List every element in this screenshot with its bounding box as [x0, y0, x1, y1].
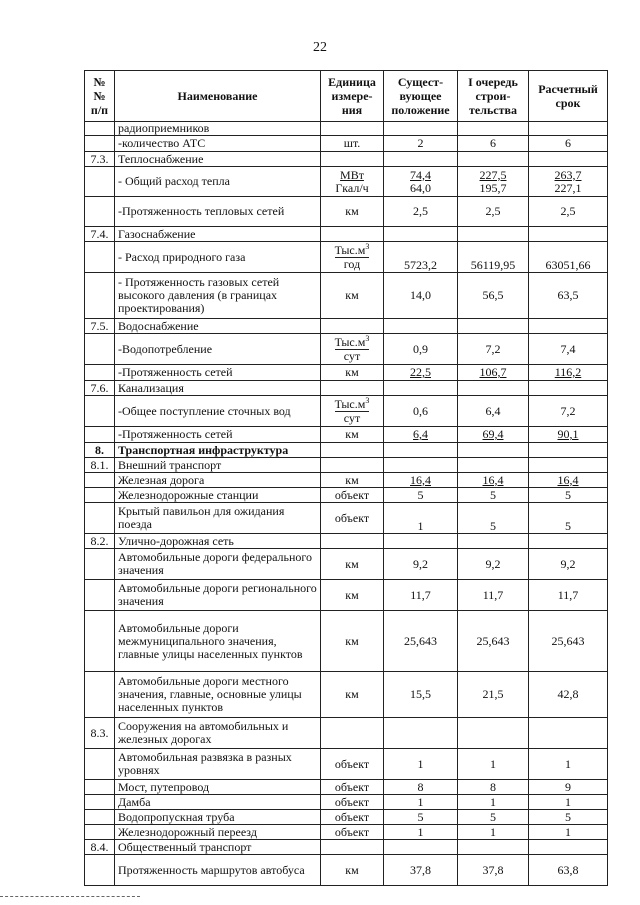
- header-unit: Единица измере-ния: [321, 71, 384, 122]
- row-unit: объект: [321, 503, 384, 534]
- table-row: [85, 611, 608, 672]
- row-name: Железная дорога: [115, 473, 321, 488]
- row-name: -Протяженность тепловых сетей: [115, 197, 321, 227]
- row-target: 9: [529, 780, 608, 795]
- row-target: 9,2: [529, 549, 608, 580]
- row-first: [458, 167, 529, 197]
- section-row: [85, 381, 608, 396]
- table-row: [85, 427, 608, 443]
- row-target: 116,2: [529, 365, 608, 381]
- row-first: 1: [458, 749, 529, 780]
- row-existing: 1: [384, 749, 458, 780]
- row-num: [85, 780, 115, 795]
- row-target: 1: [529, 749, 608, 780]
- row-num: [85, 273, 115, 319]
- indicators-table: [84, 70, 608, 886]
- row-target: [529, 122, 608, 136]
- row-unit: объект: [321, 795, 384, 810]
- row-name: Автомобильные дороги регионального значения: [115, 580, 321, 611]
- table-row: [85, 672, 608, 718]
- row-unit: объект: [321, 780, 384, 795]
- row-unit: км: [321, 580, 384, 611]
- table-row: [85, 273, 608, 319]
- row-target: 63051,66: [529, 242, 608, 273]
- row-first: 5: [458, 488, 529, 503]
- row-num: [85, 795, 115, 810]
- row-unit: объект: [321, 488, 384, 503]
- header-existing: Сущест-вующее положение: [384, 71, 458, 122]
- unit-denominator: сут: [343, 410, 361, 425]
- row-num: [85, 197, 115, 227]
- section-row: [85, 534, 608, 549]
- row-target: 63,5: [529, 273, 608, 319]
- section-num: 8.1.: [85, 458, 115, 473]
- row-existing: [384, 167, 458, 197]
- header-name: Наименование: [115, 71, 321, 122]
- row-num: [85, 855, 115, 886]
- row-num: [85, 749, 115, 780]
- row-first: 6: [458, 136, 529, 152]
- table-row: [85, 549, 608, 580]
- row-existing: 22,5: [384, 365, 458, 381]
- row-target: 42,8: [529, 672, 608, 718]
- row-unit: [321, 122, 384, 136]
- row-name: Автомобильная развязка в разных уровнях: [115, 749, 321, 780]
- row-target: 7,2: [529, 396, 608, 427]
- table-row: [85, 334, 608, 365]
- section-row: [85, 443, 608, 458]
- table-row: [85, 473, 608, 488]
- unit-denominator: сут: [343, 348, 361, 363]
- unit-denominator: год: [343, 256, 361, 271]
- row-target: 90,1: [529, 427, 608, 443]
- row-unit: [321, 167, 384, 197]
- row-name: -количество АТС: [115, 136, 321, 152]
- row-unit: км: [321, 473, 384, 488]
- unit-numerator: Тыс.м: [334, 396, 366, 411]
- row-num: [85, 167, 115, 197]
- row-first: 1: [458, 825, 529, 840]
- row-existing: 1: [384, 795, 458, 810]
- table-row: [85, 197, 608, 227]
- section-name: Газоснабжение: [115, 227, 321, 242]
- section-name: Транспортная инфраструктура: [115, 443, 321, 458]
- section-name: Улично-дорожная сеть: [115, 534, 321, 549]
- header-first-stage: I очередь строи-тельства: [458, 71, 529, 122]
- row-target: 1: [529, 795, 608, 810]
- row-existing: 11,7: [384, 580, 458, 611]
- row-num: [85, 503, 115, 534]
- row-name: Железнодорожный переезд: [115, 825, 321, 840]
- row-existing: 5: [384, 810, 458, 825]
- first-line-2: 195,7: [479, 180, 507, 195]
- section-name: Сооружения на автомобильных и железных дорогах: [115, 718, 321, 749]
- existing-line-2: 64,0: [410, 180, 431, 195]
- row-unit: км: [321, 549, 384, 580]
- row-num: [85, 334, 115, 365]
- row-unit: [321, 242, 384, 273]
- unit-numerator: Тыс.м: [334, 334, 366, 349]
- row-first: 11,7: [458, 580, 529, 611]
- row-num: [85, 611, 115, 672]
- row-first: 37,8: [458, 855, 529, 886]
- row-first: 5: [458, 810, 529, 825]
- row-existing: 0,6: [384, 396, 458, 427]
- table-row: [85, 242, 608, 273]
- table-row: [85, 503, 608, 534]
- table-row: [85, 167, 608, 197]
- row-first: 5: [458, 503, 529, 534]
- header-target: Расчетный срок: [529, 71, 608, 122]
- row-unit: [321, 334, 384, 365]
- row-name: Автомобильные дороги межмуниципального значения, главные улицы населенных пунктов: [115, 611, 321, 672]
- row-target: 5: [529, 488, 608, 503]
- table-row: [85, 749, 608, 780]
- section-num: 7.4.: [85, 227, 115, 242]
- unit-exponent: 3: [365, 241, 370, 251]
- row-name: -Протяженность сетей: [115, 365, 321, 381]
- row-existing: 15,5: [384, 672, 458, 718]
- section-row: [85, 152, 608, 167]
- table-row: [85, 855, 608, 886]
- row-existing: 25,643: [384, 611, 458, 672]
- table-row: [85, 825, 608, 840]
- unit-line-1: МВт: [340, 167, 364, 182]
- section-name: Канализация: [115, 381, 321, 396]
- unit-exponent: 3: [365, 395, 370, 405]
- row-num: [85, 427, 115, 443]
- table-header-row: [85, 71, 608, 122]
- row-unit: объект: [321, 810, 384, 825]
- section-name: Теплоснабжение: [115, 152, 321, 167]
- row-existing: 6,4: [384, 427, 458, 443]
- row-existing: 2,5: [384, 197, 458, 227]
- section-name: Внешний транспорт: [115, 458, 321, 473]
- target-line-2: 227,1: [554, 180, 582, 195]
- row-existing: 37,8: [384, 855, 458, 886]
- row-target: [529, 167, 608, 197]
- row-existing: 5723,2: [384, 242, 458, 273]
- table-row: [85, 365, 608, 381]
- row-target: 7,4: [529, 334, 608, 365]
- row-first: [458, 122, 529, 136]
- row-existing: 2: [384, 136, 458, 152]
- row-first: 9,2: [458, 549, 529, 580]
- unit-numerator: Тыс.м: [334, 242, 366, 257]
- table-row: [85, 795, 608, 810]
- section-row: [85, 227, 608, 242]
- row-name: радиоприемников: [115, 122, 321, 136]
- section-row: [85, 458, 608, 473]
- row-num: [85, 473, 115, 488]
- unit-line-2: Гкал/ч: [335, 180, 369, 195]
- row-num: [85, 488, 115, 503]
- row-num: [85, 365, 115, 381]
- row-unit: объект: [321, 825, 384, 840]
- row-existing: 1: [384, 825, 458, 840]
- section-num: 8.3.: [85, 718, 115, 749]
- row-first: 2,5: [458, 197, 529, 227]
- row-first: 7,2: [458, 334, 529, 365]
- section-name: Общественный транспорт: [115, 840, 321, 855]
- row-num: [85, 672, 115, 718]
- row-existing: 9,2: [384, 549, 458, 580]
- table-row: [85, 396, 608, 427]
- section-num: 7.6.: [85, 381, 115, 396]
- table-row: [85, 136, 608, 152]
- target-line-1: 263,7: [554, 167, 582, 182]
- row-unit: км: [321, 855, 384, 886]
- row-name: -Общее поступление сточных вод: [115, 396, 321, 427]
- section-num: 7.5.: [85, 319, 115, 334]
- row-unit: км: [321, 273, 384, 319]
- row-target: 5: [529, 810, 608, 825]
- row-name: Крытый павильон для ожидания поезда: [115, 503, 321, 534]
- row-num: [85, 122, 115, 136]
- row-unit: км: [321, 672, 384, 718]
- row-num: [85, 136, 115, 152]
- row-target: 5: [529, 503, 608, 534]
- section-num: 8.: [85, 443, 115, 458]
- row-existing: [384, 122, 458, 136]
- section-name: Водоснабжение: [115, 319, 321, 334]
- row-name: Дамба: [115, 795, 321, 810]
- row-existing: 1: [384, 503, 458, 534]
- row-unit: объект: [321, 749, 384, 780]
- row-name: Мост, путепровод: [115, 780, 321, 795]
- first-line-1: 227,5: [479, 167, 507, 182]
- row-existing: 16,4: [384, 473, 458, 488]
- row-target: 1: [529, 825, 608, 840]
- footer-scan-mark: [0, 896, 140, 899]
- row-target: 63,8: [529, 855, 608, 886]
- row-first: 6,4: [458, 396, 529, 427]
- row-name: Автомобильные дороги федерального значения: [115, 549, 321, 580]
- row-num: [85, 810, 115, 825]
- row-num: [85, 549, 115, 580]
- row-num: [85, 242, 115, 273]
- section-num: 8.2.: [85, 534, 115, 549]
- row-first: 21,5: [458, 672, 529, 718]
- row-existing: 0,9: [384, 334, 458, 365]
- row-name: Водопропускная труба: [115, 810, 321, 825]
- row-target: 16,4: [529, 473, 608, 488]
- row-target: 2,5: [529, 197, 608, 227]
- row-unit: км: [321, 611, 384, 672]
- row-target: 25,643: [529, 611, 608, 672]
- page-number: 22: [313, 40, 327, 55]
- row-name: - Общий расход тепла: [115, 167, 321, 197]
- row-first: 56119,95: [458, 242, 529, 273]
- row-first: 56,5: [458, 273, 529, 319]
- row-name: - Расход природного газа: [115, 242, 321, 273]
- row-existing: 5: [384, 488, 458, 503]
- row-existing: 8: [384, 780, 458, 795]
- row-num: [85, 396, 115, 427]
- unit-exponent: 3: [365, 333, 370, 343]
- row-num: [85, 580, 115, 611]
- table-row: [85, 780, 608, 795]
- section-row: [85, 319, 608, 334]
- section-num: 8.4.: [85, 840, 115, 855]
- row-unit: шт.: [321, 136, 384, 152]
- row-first: 1: [458, 795, 529, 810]
- row-existing: 14,0: [384, 273, 458, 319]
- row-first: 16,4: [458, 473, 529, 488]
- row-unit: км: [321, 197, 384, 227]
- table-row: [85, 122, 608, 136]
- row-unit: км: [321, 365, 384, 381]
- row-first: 8: [458, 780, 529, 795]
- row-name: Автомобильные дороги местного значения, главные, основные улицы населенных пунктов: [115, 672, 321, 718]
- table-row: [85, 580, 608, 611]
- row-name: -Водопотребление: [115, 334, 321, 365]
- row-first: 25,643: [458, 611, 529, 672]
- row-num: [85, 825, 115, 840]
- row-first: 106,7: [458, 365, 529, 381]
- row-unit: [321, 396, 384, 427]
- row-unit: км: [321, 427, 384, 443]
- section-num: 7.3.: [85, 152, 115, 167]
- row-name: - Протяженность газовых сетей высокого давления (в границах проектирования): [115, 273, 321, 319]
- row-name: Железнодорожные станции: [115, 488, 321, 503]
- row-name: -Протяженность сетей: [115, 427, 321, 443]
- section-row: [85, 840, 608, 855]
- table-row: [85, 810, 608, 825]
- row-target: 11,7: [529, 580, 608, 611]
- existing-line-1: 74,4: [410, 167, 431, 182]
- row-target: 6: [529, 136, 608, 152]
- row-first: 69,4: [458, 427, 529, 443]
- table-row: [85, 488, 608, 503]
- section-row: [85, 718, 608, 749]
- header-num: № № п/п: [85, 71, 115, 122]
- row-name: Протяженность маршрутов автобуса: [115, 855, 321, 886]
